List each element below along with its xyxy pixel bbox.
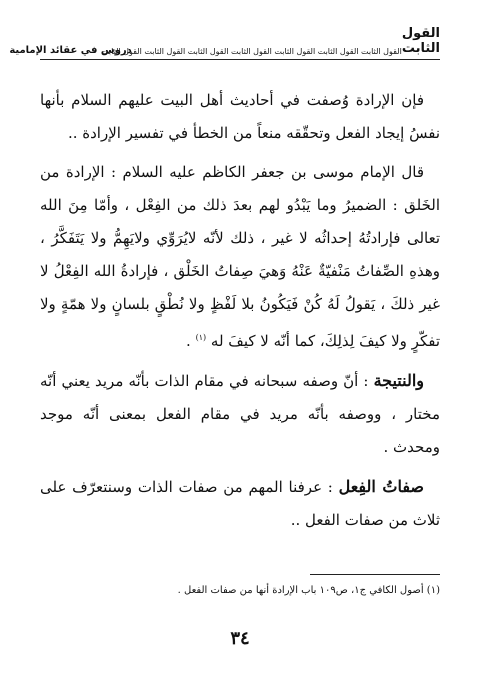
body-text [40,84,440,543]
page-number: ٣٤ [230,628,250,649]
paragraph-4 [40,470,440,537]
header-running-band: القول الثابت القول الثابت القول الثابت القول الثابت القول الثابت القول الثابت القول الثابت [101,47,402,56]
header-book-title: دروس في عقائد الإمامية [9,45,132,56]
paragraph-1: فإن الإرادة وُصفت في أحاديث أهل البيت عليهم السلام بأنها نفسُ إيجاد الفعل وتحقّقه منعاً من الخطأ في تفسير الإرادة .. [40,91,440,142]
conclusion-text: : أنّ وصفه سبحانه في مقام الذات بأنّه مريد يعني أنّه مختار ، ووصفه بأنّه مريد في مقام الفعل بمعنى أنّه موجد ومحدث . [40,372,440,456]
hadith-quote: قال الإمام موسى بن جعفر الكاظم عليه السلام : الإرادة من الخَلق : الضميرُ وما يَبْدُو لهم بعدَ ذلك من الفِعْل ، وأمّا مِنَ الله تعالى فإرادتُهُ إحداثُه لا غير ، ذلك لأنّه لايُرَوِّي ولايَهِمُّ ولا يَتَفَكَّرُ ، وهذهِ الصِّفاتُ مَنْفيّةٌ عَنْهُ وَهيَ صِفاتُ الخَلْق ، فإرادةُ الله الفِعْلُ لا غير ذلكَ ، يَقولُ لَهُ كُنْ فَيَكُونُ بلا لَفْظٍ ولا نُطْقٍ بلسانٍ ولا همّةٍ ولا تفكّرٍ ولا كيفَ لِذلِكَ، كما أنّه لا كيفَ له [40,163,440,350]
footnote: (١) أصول الكافي ج١، ص١٠٩ باب الإرادة أنها من صفات الفعل . [177,585,440,596]
footnote-divider [310,574,440,575]
header-divider [40,59,440,60]
paragraph-2 [40,156,440,358]
quote-end: . [186,332,196,350]
footnote-reference: (١) [195,333,207,342]
paragraph-3 [40,364,440,464]
header-title: القول الثابت [401,26,440,56]
running-header [9,26,440,56]
conclusion-label: والنتيجة [373,371,424,390]
section-label: صفاتُ الفِعل [338,477,424,496]
section-text: : عرفنا المهم من صفات الذات وسنتعرّف على ثلاث من صفات الفعل .. [40,478,440,529]
